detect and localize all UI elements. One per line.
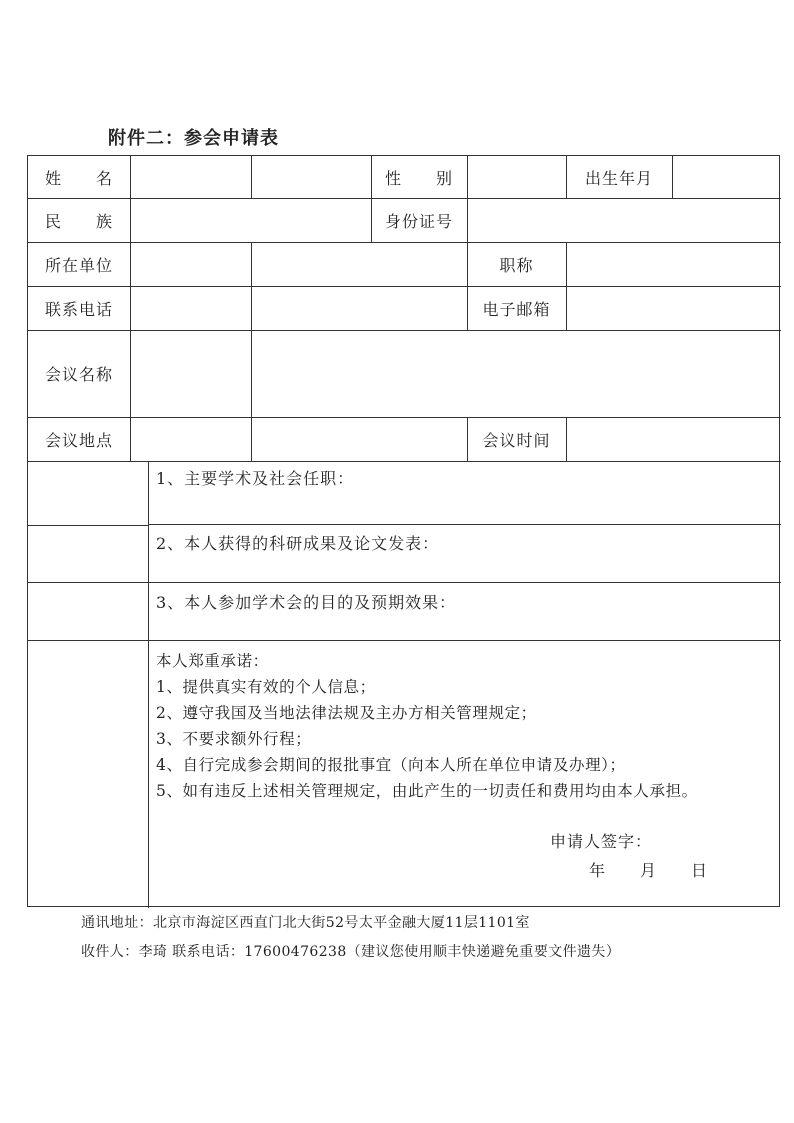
section-attendance-purpose: 3、本人参加学术会的目的及预期效果： [156, 593, 457, 612]
row-divider [28, 525, 148, 526]
footer-contact: 收件人：李琦 联系电话：17600476238（建议您使用顺丰快递避免重要文件遗失） [81, 944, 621, 960]
pledge-block [156, 648, 698, 804]
ethnicity-field[interactable] [131, 199, 370, 241]
label-email: 电子邮箱 [482, 299, 551, 319]
unit-field[interactable] [252, 243, 466, 285]
pledge-item: 1、提供真实有效的个人信息； [156, 678, 376, 696]
application-form-table [27, 155, 780, 907]
section-academic-positions: 1、主要学术及社会任职： [156, 469, 355, 488]
id-number-field[interactable] [468, 199, 779, 241]
pledge-item: 3、不要求额外行程； [156, 730, 312, 748]
signature-date: 年 月 日 [589, 861, 709, 880]
row-divider [28, 582, 781, 583]
label-phone: 联系电话 [44, 299, 113, 319]
footer-address: 通讯地址：北京市海淀区西直门北大街52号太平金融大厦11层1101室 [81, 915, 530, 931]
name-field-extra[interactable] [252, 157, 370, 197]
label-ethnicity: 民 族 [44, 211, 113, 231]
section-research-achievements: 2、本人获得的科研成果及论文发表： [156, 534, 440, 553]
page-title: 附件二：参会申请表 [108, 128, 279, 149]
label-meeting-place: 会议地点 [44, 430, 113, 450]
label-name: 姓 名 [44, 168, 113, 188]
label-meeting-time: 会议时间 [482, 430, 551, 450]
meeting-place-field[interactable] [252, 418, 466, 460]
phone-field[interactable] [252, 287, 466, 329]
label-gender: 性 别 [384, 168, 453, 188]
job-title-field[interactable] [567, 243, 779, 285]
row-divider [148, 524, 781, 525]
label-unit: 所在单位 [44, 255, 113, 275]
meeting-name-field[interactable] [252, 331, 779, 416]
name-field[interactable] [131, 157, 250, 197]
label-id-number: 身份证号 [384, 211, 453, 231]
row-divider [28, 461, 781, 462]
gender-field[interactable] [468, 157, 565, 197]
birth-date-field[interactable] [673, 157, 779, 197]
email-field[interactable] [567, 287, 779, 329]
row-divider [28, 640, 781, 641]
label-meeting-name: 会议名称 [44, 365, 113, 384]
label-job-title: 职称 [499, 255, 534, 275]
pledge-item: 5、如有违反上述相关管理规定，由此产生的一切责任和费用均由本人承担。 [156, 782, 698, 800]
pledge-item: 4、自行完成参会期间的报批事宜（向本人所在单位申请及办理）； [156, 756, 626, 774]
column-divider [148, 461, 149, 908]
pledge-heading: 本人郑重承诺： [156, 652, 269, 670]
pledge-item: 2、遵守我国及当地法律法规及主办方相关管理规定； [156, 704, 537, 722]
meeting-time-field[interactable] [567, 418, 779, 460]
label-birth-date: 出生年月 [584, 168, 653, 188]
signature-label: 申请人签字： [550, 832, 653, 851]
